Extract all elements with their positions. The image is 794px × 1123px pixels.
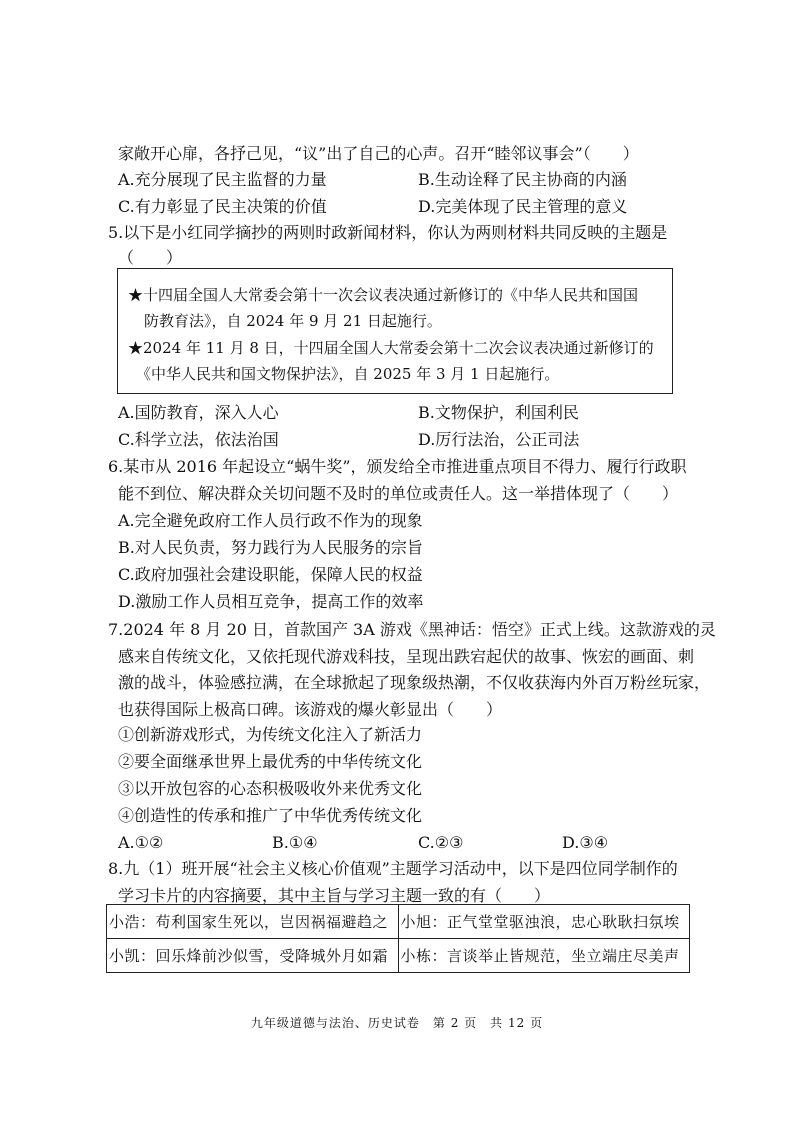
card-xiaodong: 小栋：言谈举止皆规范，坐立端庄尽美声 xyxy=(398,939,690,973)
q7-stem-line-2: 感来自传统文化，又依托现代游戏科技，呈现出跌宕起伏的故事、恢宏的画面、刺 xyxy=(118,647,695,666)
card-xiaoxu: 小旭：正气堂堂驱浊浪，忠心耿耿扫氛埃 xyxy=(398,905,690,939)
q7-stem-line-3: 激的战斗，体验感拉满，在全球掀起了现象级热潮，不仅收获海内外百万粉丝玩家， xyxy=(118,673,711,692)
q4-option-d: D.完美体现了民主管理的意义 xyxy=(418,197,628,216)
q7-option-b: B.①④ xyxy=(272,833,318,852)
q7-item-2: ②要全面继承世界上最优秀的中华传统文化 xyxy=(118,752,423,771)
q6-option-a: A.完全避免政府工作人员行政不作为的现象 xyxy=(118,511,423,530)
q8-stem-line-1: 8.九（1）班开展“社会主义核心价值观”主题学习活动中，以下是四位同学制作的 xyxy=(108,859,678,878)
q6-option-d: D.激励工作人员相互竞争，提高工作的效率 xyxy=(118,592,424,611)
q8-stem-line-2: 学习卡片的内容摘要，其中主旨与学习主题一致的有（ ） xyxy=(118,886,551,905)
q5-option-b: B.文物保护，利国利民 xyxy=(418,403,579,422)
q6-option-c: C.政府加强社会建设职能，保障人民的权益 xyxy=(118,565,423,584)
q5-option-a: A.国防教育，深入人心 xyxy=(118,403,279,422)
q7-option-c: C.②③ xyxy=(418,833,464,852)
q5-stem-cont: （ ） xyxy=(118,248,183,267)
q5-news-line-4: 《中华人民共和国文物保护法》，自 2025 年 3 月 1 日起施行。 xyxy=(136,365,560,383)
table-row xyxy=(107,939,690,973)
q8-cards-table xyxy=(106,904,690,973)
card-xiaokai: 小凯：回乐烽前沙似雪，受降城外月如霜 xyxy=(107,939,399,973)
q7-option-d: D.③④ xyxy=(562,833,609,852)
q5-option-c: C.科学立法，依法治国 xyxy=(118,430,279,449)
q7-stem-line-4: 也获得国际上极高口碑。该游戏的爆火彰显出（ ） xyxy=(118,700,503,719)
q5-option-d: D.厉行法治，公正司法 xyxy=(418,430,580,449)
q6-stem-line-1: 6.某市从 2016 年起设立“蜗牛奖”，颁发给全市推进重点项目不得力、履行行政职 xyxy=(108,457,687,476)
q7-item-3: ③以开放包容的心态积极吸收外来优秀文化 xyxy=(118,779,423,798)
q7-item-4: ④创造性的传承和推广了中华优秀传统文化 xyxy=(118,806,423,825)
q6-stem-line-2: 能不到位、解决群众关切问题不及时的单位或责任人。这一举措体现了（ ） xyxy=(118,484,679,503)
page-footer: 九年级道德与法治、历史试卷 第 2 页 共 12 页 xyxy=(250,1016,544,1030)
q5-news-line-3: ★2024 年 11 月 8 日，十四届全国人大常委会第十二次会议表决通过新修订的 xyxy=(128,339,654,357)
q7-stem-line-1: 7.2024 年 8 月 20 日，首款国产 3A 游戏《黑神话：悟空》正式上线。这款游戏的灵 xyxy=(108,620,716,639)
q4-option-a: A.充分展现了民主监督的力量 xyxy=(118,170,327,189)
table-row xyxy=(107,905,690,939)
q7-item-1: ①创新游戏形式，为传统文化注入了新活力 xyxy=(118,725,423,744)
q5-news-line-2: 防教育法》，自 2024 年 9 月 21 日起施行。 xyxy=(144,312,442,330)
card-xiaohao: 小浩：苟利国家生死以，岂因祸福避趋之 xyxy=(107,905,399,939)
q4-stem-tail: 家敞开心扉，各抒己见，“议”出了自己的心声。召开“睦邻议事会”（ ） xyxy=(118,144,639,163)
q7-option-a: A.①② xyxy=(118,833,164,852)
q6-option-b: B.对人民负责，努力践行为人民服务的宗旨 xyxy=(118,538,423,557)
q5-news-box xyxy=(117,268,673,394)
q4-option-b: B.生动诠释了民主协商的内涵 xyxy=(418,170,627,189)
q5-news-line-1: ★十四届全国人大常委会第十一次会议表决通过新修订的《中华人民共和国国 xyxy=(128,286,639,304)
q4-option-c: C.有力彰显了民主决策的价值 xyxy=(118,197,327,216)
q5-stem: 5.以下是小红同学摘抄的两则时政新闻材料，你认为两则材料共同反映的主题是 xyxy=(108,223,668,242)
